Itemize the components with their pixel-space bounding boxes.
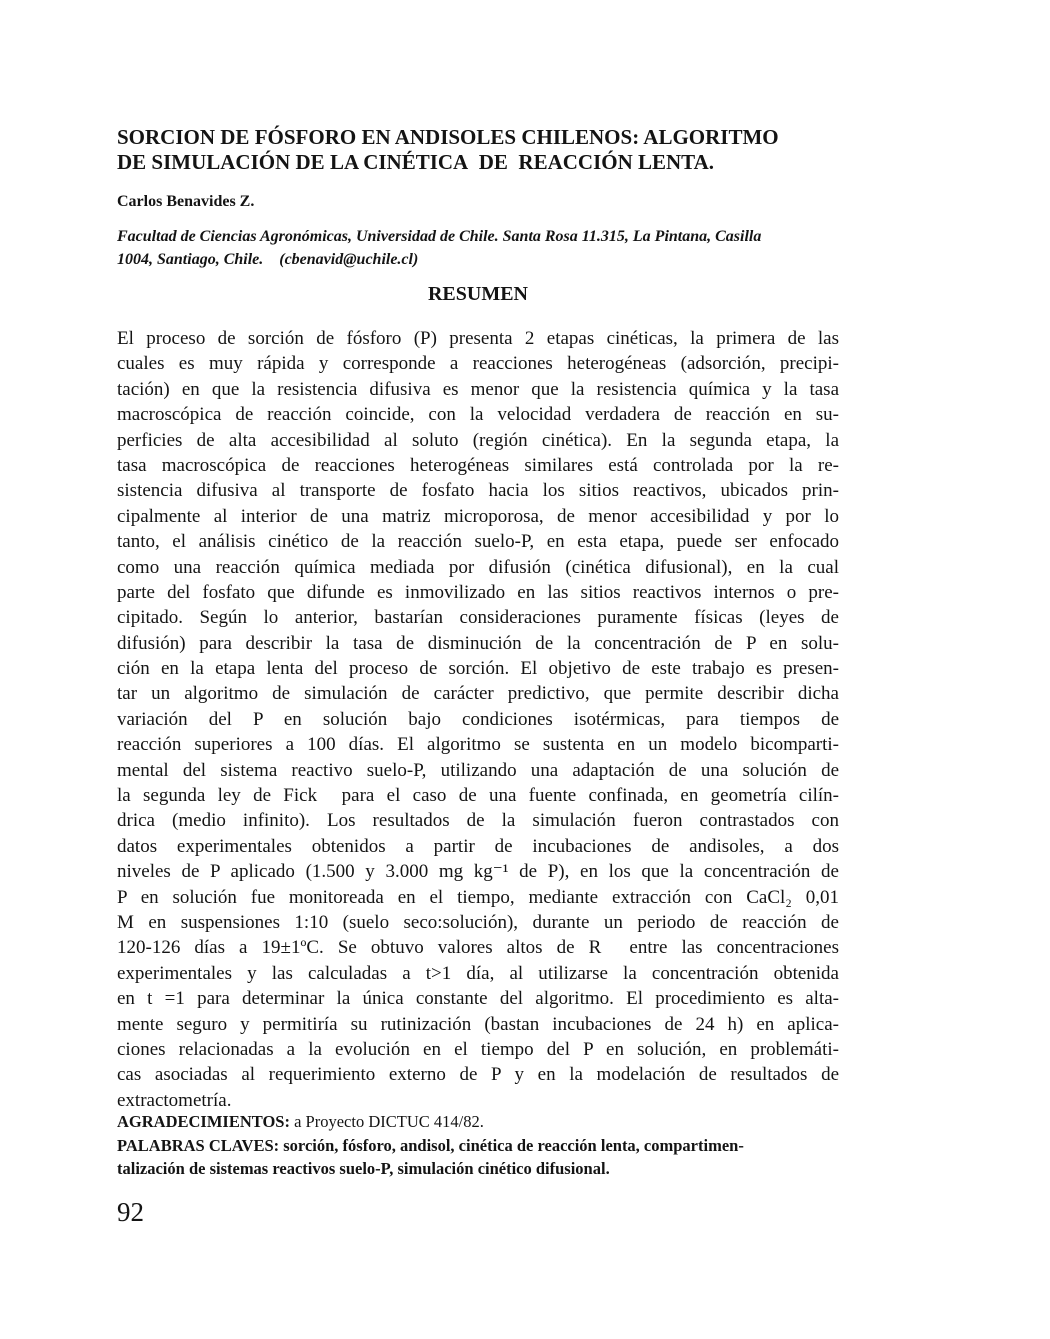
- abstract-line: tanto, el análisis cinético de la reacción suelo-P, en esta etapa, puede ser enfocado: [117, 531, 839, 553]
- abstract-line: niveles de P aplicado (1.500 y 3.000 mg kg⁻¹ de P), en los que la concentración de: [117, 861, 839, 883]
- abstract-line: experimentales y las calculadas a t>1 día, al utilizarse la concentración obtenida: [117, 962, 839, 984]
- abstract-line: variación del P en solución bajo condiciones isotérmicas, para tiempos de: [117, 708, 839, 730]
- page-number: 92: [117, 1197, 144, 1227]
- abstract-line: 120-126 días a 19±1ºC. Se obtuvo valores altos de R entre las concentraciones: [117, 937, 839, 959]
- abstract-line: extractometría.: [117, 1089, 232, 1111]
- affiliation-line: Facultad de Ciencias Agronómicas, Universidad de Chile. Santa Rosa 11.315, La Pintana, Casilla: [117, 228, 762, 245]
- paper-title: [117, 125, 839, 175]
- abstract-line: ción en la etapa lenta del proceso de sorción. El objetivo de este trabajo es presen-: [117, 658, 839, 680]
- abstract-line: datos experimentales obtenidos a partir de incubaciones de andisoles, a dos: [117, 835, 839, 857]
- abstract-line: difusión) para describir la tasa de disminución de la concentración de P en solu-: [117, 632, 839, 654]
- abstract-line: parte del fosfato que difunde es inmovilizado en las sitios reactivos internos o pre-: [117, 581, 839, 603]
- footer-notes: [117, 1110, 839, 1181]
- paper-title-line: DE SIMULACIÓN DE LA CINÉTICA DE REACCIÓN LENTA.: [117, 150, 715, 174]
- abstract-line: cuales es muy rápida y corresponde a reacciones heterogéneas (adsorción, precipi-: [117, 353, 839, 375]
- abstract-line: cipitado. Según lo anterior, bastarían consideraciones puramente físicas (leyes de: [117, 607, 839, 629]
- abstract-line: tar un algoritmo de simulación de carácter predictivo, que permite describir dicha: [117, 683, 839, 705]
- keywords-line: talización de sistemas reactivos suelo-P, simulación cinético difusional.: [117, 1159, 610, 1178]
- author-affiliation: [117, 226, 839, 271]
- abstract-paragraph: [117, 326, 839, 1113]
- abstract-line: perficies de alta accesibilidad al soluto (región cinética). En la segunda etapa, la: [117, 429, 839, 451]
- keywords-block: [117, 1134, 839, 1181]
- abstract-line: como una reacción química mediada por difusión (cinética difusional), en la cual: [117, 556, 839, 578]
- abstract-line: mental del sistema reactivo suelo-P, utilizando una adaptación de una solución de: [117, 759, 839, 781]
- acknowledgements-label: AGRADECIMIENTOS:: [117, 1112, 290, 1131]
- keywords-line: PALABRAS CLAVES: sorción, fósforo, andisol, cinética de reacción lenta, compartimen-: [117, 1135, 744, 1155]
- section-heading-resumen: RESUMEN: [427, 283, 528, 305]
- abstract-line: drica (medio infinito). Los resultados de la simulación fueron contrastados con: [117, 810, 839, 832]
- affiliation-line: 1004, Santiago, Chile. (cbenavid@uchile.cl): [117, 250, 419, 268]
- abstract-line: ciones relacionadas a la evolución en el tiempo del P en solución, en problemáti-: [117, 1038, 839, 1060]
- abstract-line: tación) en que la resistencia difusiva es menor que la resistencia química y la tasa: [117, 378, 839, 400]
- abstract-line: en t =1 para determinar la única constante del algoritmo. El procedimiento es alta-: [117, 988, 839, 1010]
- abstract-line: la segunda ley de Fick para el caso de una fuente confinada, en geometría cilín-: [117, 785, 839, 807]
- acknowledgements-line: [117, 1110, 839, 1134]
- abstract-line: mente seguro y permitiría su rutinización (bastan incubaciones de 24 h) en aplica-: [117, 1013, 839, 1035]
- abstract-line: P en solución fue monitoreada en el tiempo, mediante extracción con CaCl₂ 0,01: [117, 886, 839, 908]
- abstract-line: cas asociadas al requerimiento externo de P y en la modelación de resultados de: [117, 1064, 839, 1086]
- abstract-line: El proceso de sorción de fósforo (P) presenta 2 etapas cinéticas, la primera de las: [117, 328, 839, 349]
- abstract-line: tasa macroscópica de reacciones heterogéneas similares está controlada por la re-: [117, 454, 839, 476]
- abstract-line: cipalmente al interior de una matriz microporosa, de menor accesibilidad y por lo: [117, 505, 839, 527]
- abstract-line: sistencia difusiva al transporte de fosfato hacia los sitios reactivos, ubicados prin-: [117, 480, 839, 502]
- abstract-line: macroscópica de reacción coincide, con la velocidad verdadera de reacción en su-: [117, 404, 839, 426]
- paper-title-line: SORCION DE FÓSFORO EN ANDISOLES CHILENOS: ALGORITMO: [117, 125, 779, 149]
- author-name: Carlos Benavides Z.: [117, 193, 255, 210]
- abstract-line: M en suspensiones 1:10 (suelo seco:solución), durante un periodo de reacción de: [117, 911, 839, 933]
- abstract-line: reacción superiores a 100 días. El algoritmo se sustenta en un modelo bicomparti-: [117, 734, 839, 756]
- acknowledgements-text: a Proyecto DICTUC 414/82.: [289, 1112, 484, 1131]
